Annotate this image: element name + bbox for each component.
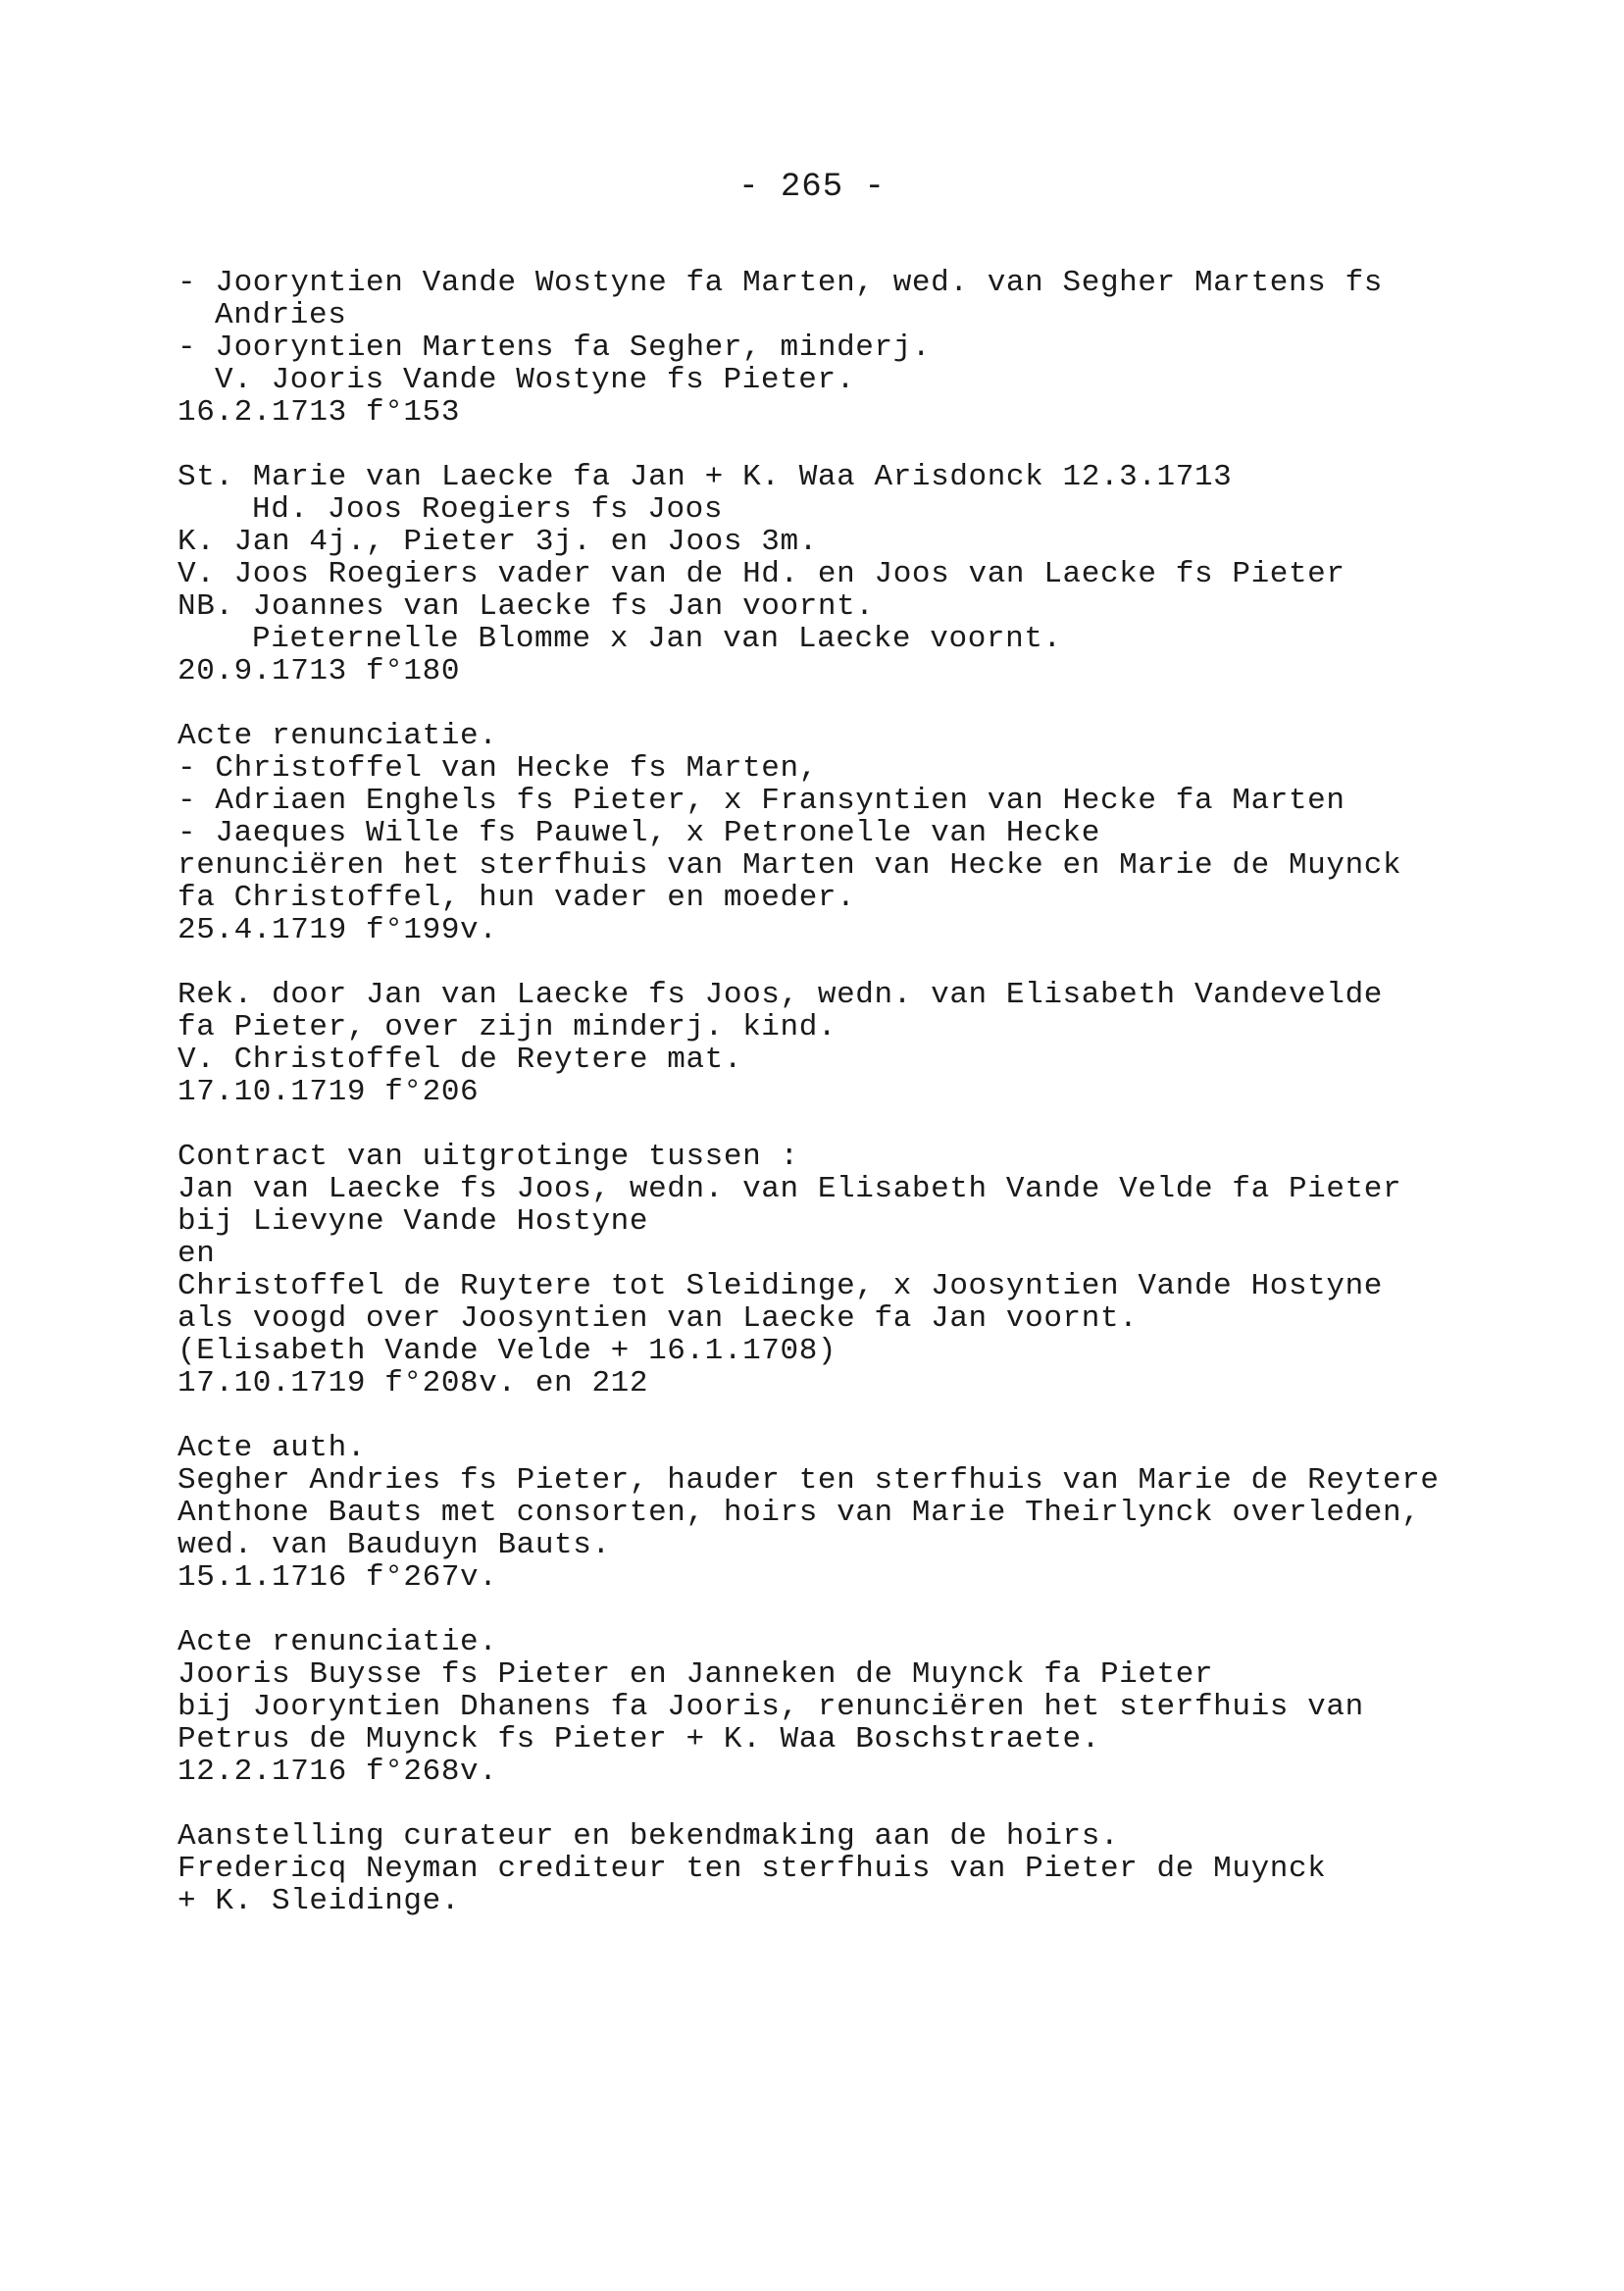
text-line: wed. van Bauduyn Bauts.: [178, 1528, 611, 1562]
record-entry: [178, 1626, 1550, 1788]
record-entry: [178, 267, 1550, 429]
text-line: Acte renunciatie.: [178, 1625, 498, 1659]
text-line: 17.10.1719 f°208v. en 212: [178, 1366, 649, 1400]
text-line: (Elisabeth Vande Velde + 16.1.1708): [178, 1334, 837, 1368]
text-line: Petrus de Muynck fs Pieter + K. Waa Boschstraete.: [178, 1722, 1100, 1756]
text-line: Jooris Buysse fs Pieter en Janneken de Muynck fa Pieter: [178, 1657, 1214, 1692]
page-number: - 265 -: [738, 169, 886, 206]
text-line: - Jaeques Wille fs Pauwel, x Petronelle van Hecke: [178, 816, 1100, 850]
text-line: Segher Andries fs Pieter, hauder ten sterfhuis van Marie de Reytere: [178, 1463, 1440, 1498]
text-line: Acte auth.: [178, 1431, 367, 1465]
text-line: K. Jan 4j., Pieter 3j. en Joos 3m.: [178, 525, 818, 559]
text-line: - Christoffel van Hecke fs Marten,: [178, 751, 818, 786]
text-line: Fredericq Neyman crediteur ten sterfhuis van Pieter de Muynck: [178, 1852, 1327, 1886]
text-line: 17.10.1719 f°206: [178, 1075, 480, 1109]
text-line: renunciëren het sterfhuis van Marten van Hecke en Marie de Muynck: [178, 848, 1402, 883]
text-line: 20.9.1713 f°180: [178, 654, 461, 688]
text-line: Aanstelling curateur en bekendmaking aan de hoirs.: [178, 1819, 1120, 1854]
text-line: St. Marie van Laecke fa Jan + K. Waa Arisdonck 12.3.1713: [178, 460, 1233, 494]
text-line: fa Pieter, over zijn minderj. kind.: [178, 1010, 837, 1044]
text-line: - Jooryntien Vande Wostyne fa Marten, wed. van Segher Martens fs: [178, 266, 1383, 300]
text-line: 15.1.1716 f°267v.: [178, 1560, 498, 1595]
text-line: V. Jooris Vande Wostyne fs Pieter.: [215, 363, 855, 397]
text-line: Acte renunciatie.: [178, 719, 498, 753]
text-line: Jan van Laecke fs Joos, wedn. van Elisabeth Vande Velde fa Pieter: [178, 1172, 1402, 1206]
text-line: 25.4.1719 f°199v.: [178, 913, 498, 947]
text-line: Contract van uitgrotinge tussen :: [178, 1140, 799, 1174]
record-entry: [178, 979, 1550, 1108]
record-entry: [178, 1141, 1550, 1400]
text-line: NB. Joannes van Laecke fs Jan voornt.: [178, 589, 875, 624]
text-line: + K. Sleidinge.: [178, 1884, 461, 1918]
document-body: [178, 267, 1550, 1950]
text-line: Hd. Joos Roegiers fs Joos: [252, 492, 724, 527]
text-line: bij Lievyne Vande Hostyne: [178, 1204, 649, 1239]
record-entry: [178, 1432, 1550, 1594]
text-line: - Adriaen Enghels fs Pieter, x Fransyntien van Hecke fa Marten: [178, 784, 1345, 818]
text-line: bij Jooryntien Dhanens fa Jooris, renunciëren het sterfhuis van: [178, 1690, 1364, 1724]
text-line: Anthone Bauts met consorten, hoirs van Marie Theirlynck overleden,: [178, 1496, 1421, 1530]
text-line: V. Christoffel de Reytere mat.: [178, 1043, 743, 1077]
record-entry: [178, 461, 1550, 687]
text-line: Rek. door Jan van Laecke fs Joos, wedn. van Elisabeth Vandevelde: [178, 978, 1383, 1012]
text-line: - Jooryntien Martens fa Segher, minderj.: [178, 331, 932, 365]
text-line: Andries: [215, 298, 347, 332]
text-line: Christoffel de Ruytere tot Sleidinge, x Joosyntien Vande Hostyne: [178, 1269, 1383, 1303]
text-line: 12.2.1716 f°268v.: [178, 1755, 498, 1789]
text-line: fa Christoffel, hun vader en moeder.: [178, 881, 856, 915]
text-line: V. Joos Roegiers vader van de Hd. en Joos van Laecke fs Pieter: [178, 557, 1345, 591]
text-line: 16.2.1713 f°153: [178, 395, 461, 430]
record-entry: [178, 720, 1550, 946]
text-line: Pieternelle Blomme x Jan van Laecke voornt.: [252, 622, 1062, 656]
text-line: als voogd over Joosyntien van Laecke fa Jan voornt.: [178, 1301, 1139, 1336]
text-line: en: [178, 1237, 216, 1271]
record-entry: [178, 1820, 1550, 1917]
